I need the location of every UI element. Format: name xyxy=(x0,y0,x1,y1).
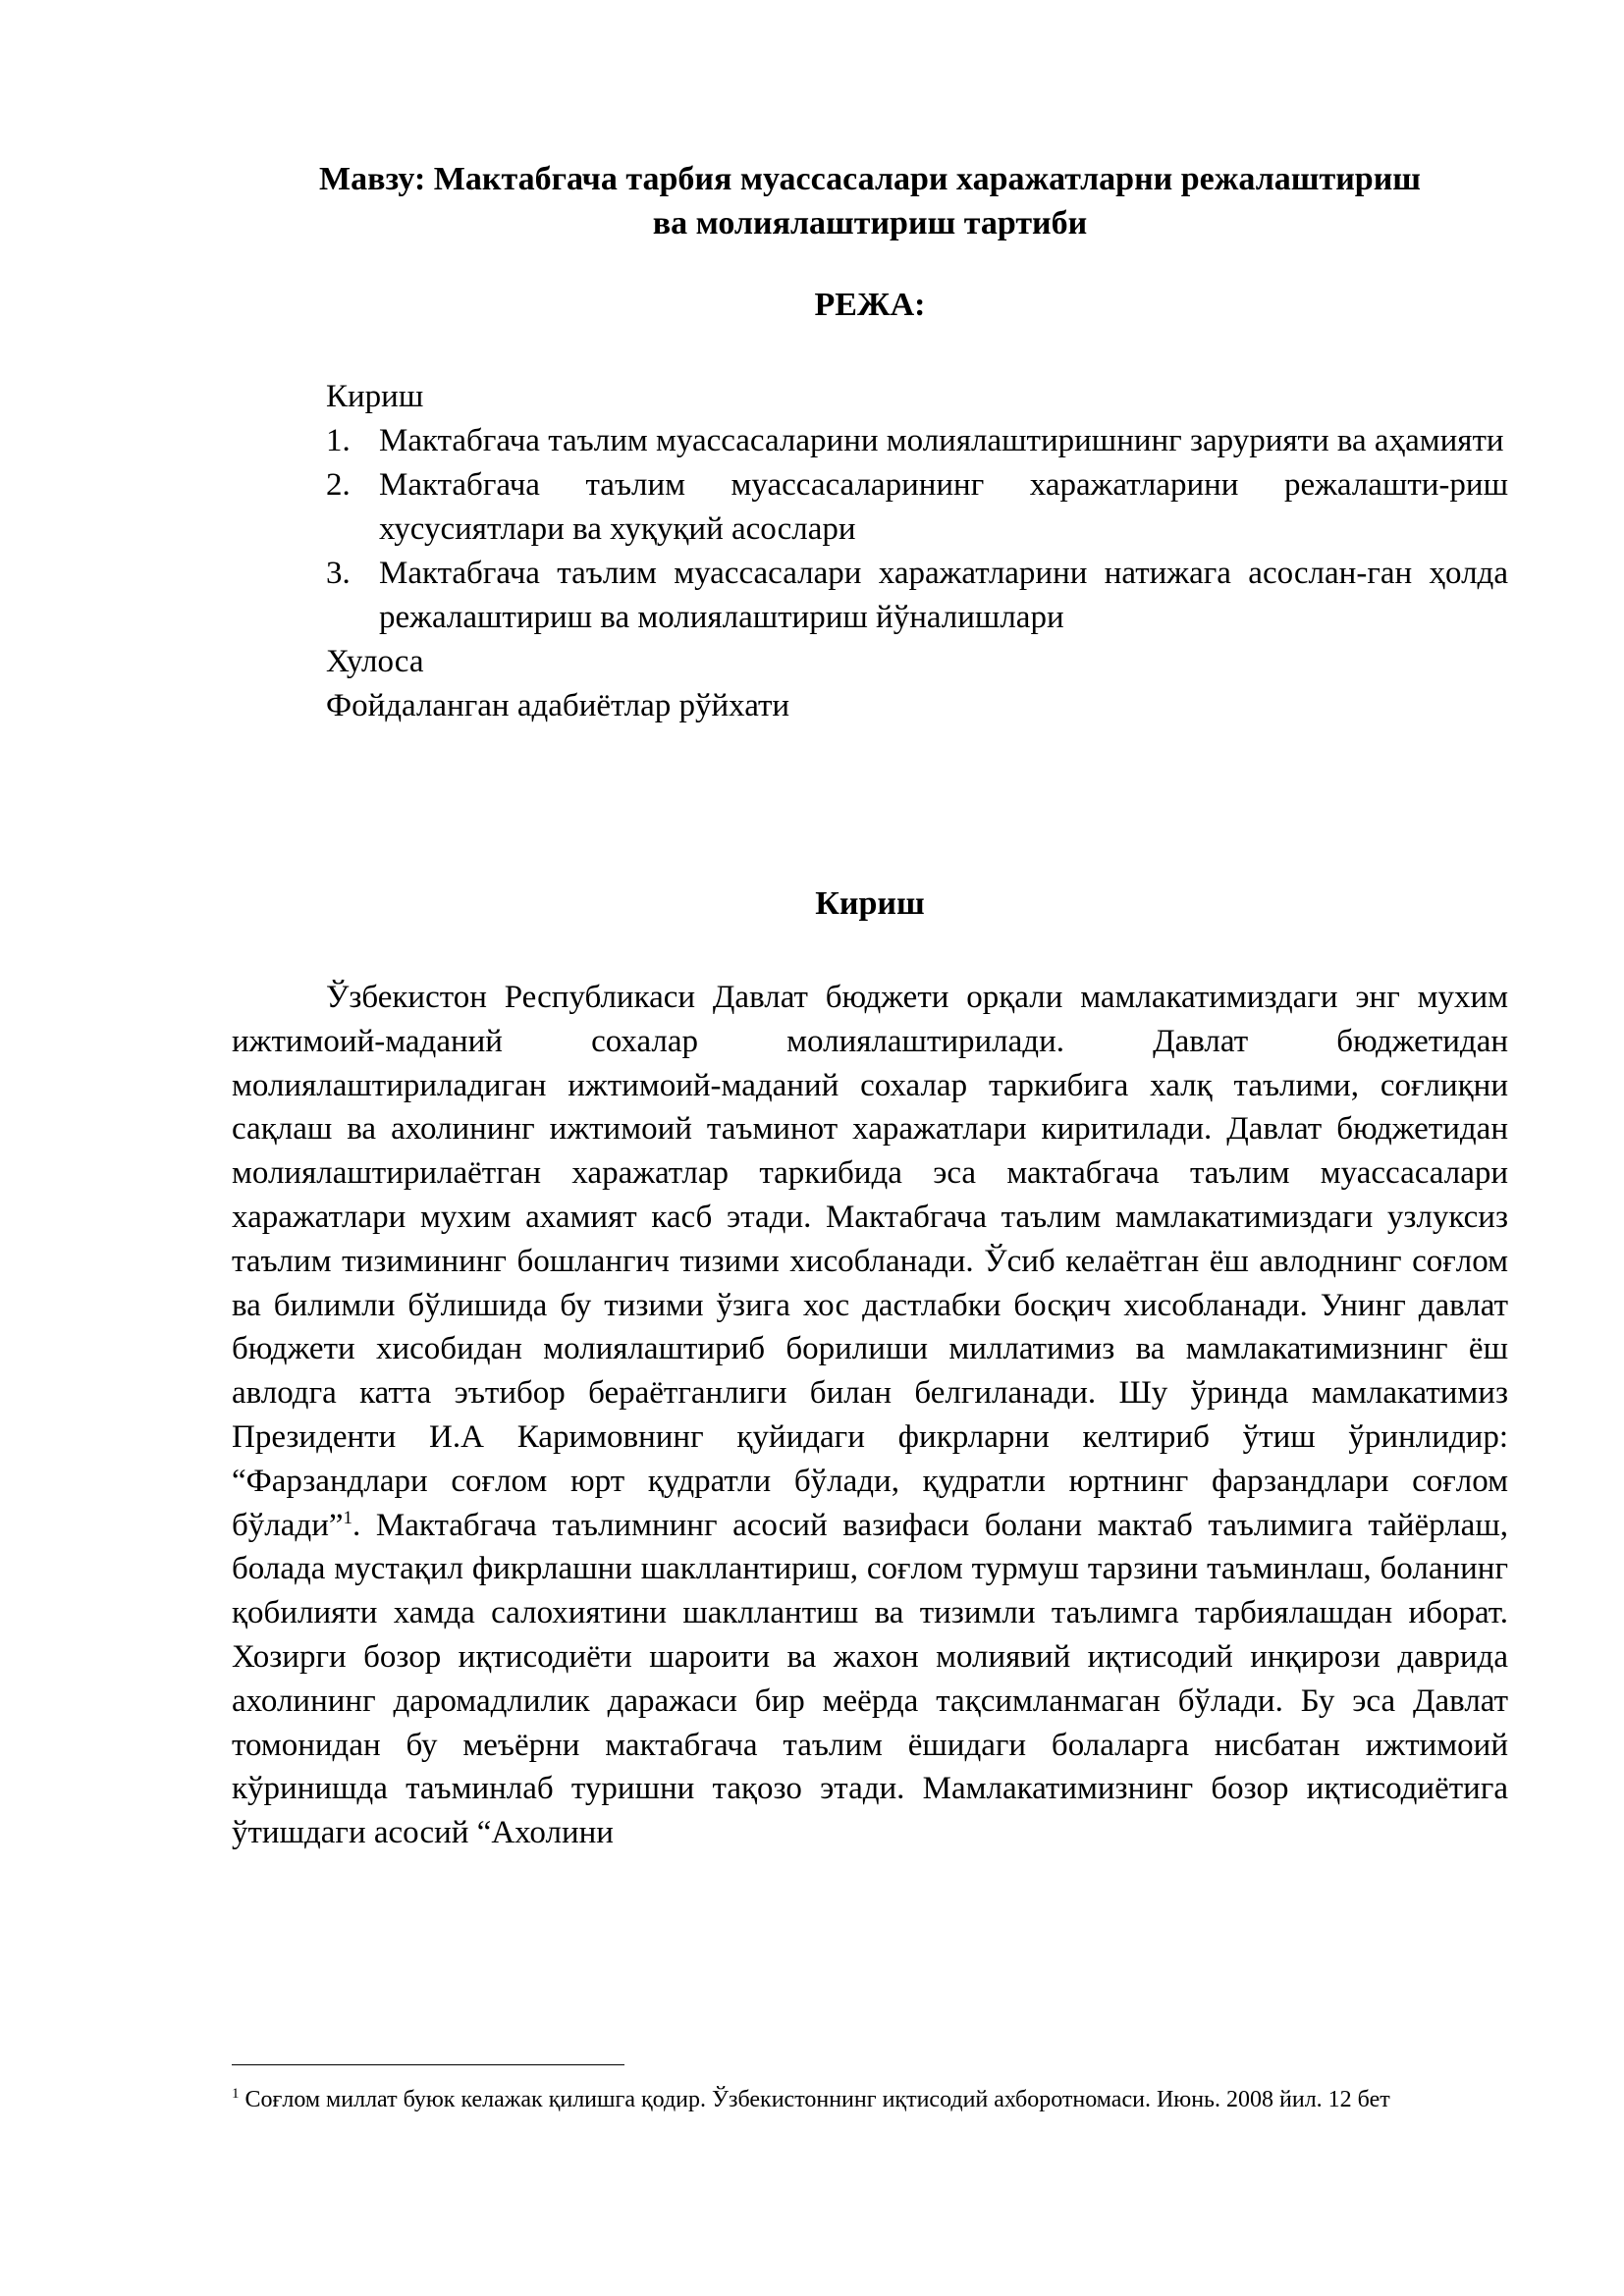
footnote-mark: 1 xyxy=(232,2086,240,2102)
plan-item-text: Мактабгача таълим муассасалари харажатларини натижага асослан-ган ҳолда режалаштириш ва молиялаштириш йўналишлари xyxy=(379,556,1508,635)
plan-item-number: 1. xyxy=(326,423,351,458)
intro-heading: Кириш xyxy=(815,885,925,922)
paragraph-text-part-2: . Мактабгача таълимнинг асосий вазифаси болани мактаб таълимига тайёрлаш, болада мустақил фикрлашни шакллантириш, соғлом турмуш тарзини таъминлаш, боланинг қобилияти хамда салохиятини шакллантиш ва тизимли таълимга тарбиялашдан иборат. Хозирги бозор иқтисодиёти шароити ва жахон молиявий иқтисодий инқирози даврида ахолининг даромадлилик даражаси бир меёрда тақсимланмаган бўлади. Бу эса Давлат томонидан бу меъёрни мактабгача таълим ёшидаги болаларга нисбатан ижтимоий кўринишда таъминлаб туришни тақозо этади. Мамлакатимизнинг бозор иқтисодиётига ўтишдаги асосий “Ахолини xyxy=(232,1507,1508,1851)
plan-item xyxy=(326,419,1508,463)
plan-item-number: 2. xyxy=(326,467,351,503)
footnote-divider xyxy=(232,2064,624,2065)
plan-references: Фойдаланган адабиётлар рўйхати xyxy=(326,688,790,723)
plan-item xyxy=(326,552,1508,640)
title-line-1: Мавзу: Мактабгача тарбия муассасалари харажатларни режалаштириш xyxy=(319,161,1421,197)
plan-list xyxy=(326,419,1508,640)
footnote-reference[interactable]: 1 xyxy=(343,1507,353,1528)
plan-heading: РЕЖА: xyxy=(814,287,926,323)
plan-conclusion: Хулоса xyxy=(326,644,424,679)
plan-item-number: 3. xyxy=(326,556,351,591)
plan-item-text: Мактабгача таълим муассасаларининг харажатларини режалашти-риш хусусиятлари ва хуқуқий асослари xyxy=(379,467,1508,547)
plan-outline xyxy=(326,375,1508,728)
document-title xyxy=(232,157,1508,245)
title-line-2: ва молиялаштириш тартиби xyxy=(652,205,1088,241)
plan-item xyxy=(326,463,1508,552)
plan-intro: Кириш xyxy=(326,379,424,414)
paragraph-text-part-1: Ўзбекистон Республикаси Давлат бюджети орқали мамлакатимиздаги энг мухим ижтимоий-маданий сохалар молиялаштирилади. Давлат бюджетидан молиялаштириладиган ижтимоий-маданий сохалар таркибига халқ таълими, соғлиқни сақлаш ва ахолининг ижтимоий таъминот харажатлари киритилади. Давлат бюджетидан молиялаштирилаётган харажатлар таркибида эса мактабгача таълим муассасалари харажатлари мухим ахамият касб этади. Мактабгача таълим мамлакатимиздаги узлуксиз таълим тизимининг бошлангич тизими хисобланади. Ўсиб келаётган ёш авлоднинг соғлом ва билимли бўлишида бу тизими ўзига хос дастлабки босқич хисобланади. Унинг давлат бюджети хисобидан молиялаштириб борилиши миллатимиз ва мамлакатимизнинг ёш авлодга катта эътибор бераётганлиги билан белгиланади. Шу ўринда мамлакатимиз Президенти И.А Каримовнинг қуйидаги фикрларни келтириб ўтиш ўринлидир: “Фарзандлари соғлом юрт қудратли бўлади, қудратли юртнинг фарзандлари соғлом бўлади” xyxy=(232,980,1508,1543)
plan-item-text: Мактабгача таълим муассасаларини молиялаштиришнинг зарурияти ва аҳамияти xyxy=(379,423,1504,458)
footnote-text: Соғлом миллат буюк келажак қилишга қодир. Ўзбекистоннинг иқтисодий ахборотномаси. Июнь. 2008 йил. 12 бет xyxy=(239,2087,1390,2112)
intro-paragraph xyxy=(232,976,1508,1855)
footnote xyxy=(232,2085,1508,2115)
